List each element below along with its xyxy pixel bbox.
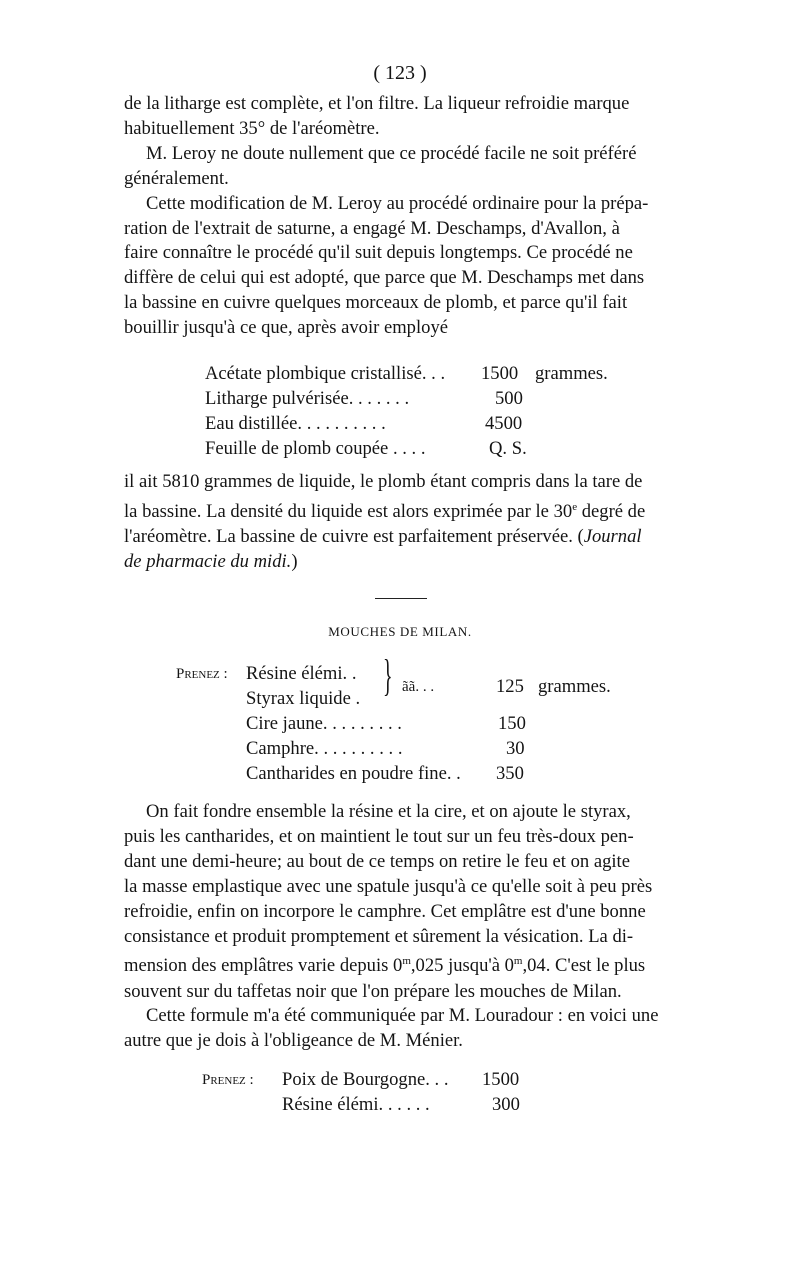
line: la bassine. La densité du liquide est alors exprimée par le 30 — [124, 501, 573, 523]
ingredient-name: Litharge pulvérisée. . . . . . . — [205, 387, 410, 409]
line: Cette formule m'a été communiquée par M. Louradour : en voici une — [146, 1005, 659, 1027]
ingredient-name: Cantharides en poudre fine. . — [246, 762, 461, 784]
line: autre que je dois à l'obligeance de M. Ménier. — [124, 1030, 463, 1052]
superscript: m — [513, 955, 523, 968]
paragraph-5 — [124, 800, 672, 1004]
line: M. Leroy ne doute nullement que ce procédé facile ne soit préféré — [146, 142, 637, 164]
line: puis les cantharides, et on maintient le tout sur un feu très-doux pen- — [124, 825, 634, 847]
ingredient-qty: 350 — [496, 762, 524, 784]
ingredient-name: Camphre. . . . . . . . . . — [246, 737, 403, 759]
ingredient-name: Eau distillée. . . . . . . . . . — [205, 412, 386, 434]
prenez-label: Prenez : — [202, 1072, 254, 1088]
line: faire connaître le procédé qu'il suit depuis longtemps. Ce procédé ne — [124, 242, 633, 264]
ana-label: ãã. . . — [402, 678, 435, 695]
line: souvent sur du taffetas noir que l'on prépare les mouches de Milan. — [124, 980, 622, 1002]
recipe-row — [205, 412, 625, 437]
line-end: ) — [291, 550, 298, 572]
line: On fait fondre ensemble la résine et la cire, et on ajoute le styrax, — [146, 801, 631, 822]
line: de la litharge est complète, et l'on filtre. La liqueur refroidie marque — [124, 93, 630, 114]
ingredient-qty: 1500 — [482, 1069, 520, 1090]
brace-symbol: } — [383, 651, 393, 700]
line: ,04. C'est le plus — [522, 955, 646, 977]
paragraph-2 — [124, 142, 672, 192]
recipe-row — [176, 762, 656, 787]
recipe-row — [176, 737, 656, 762]
ingredient-qty: 125 — [496, 675, 524, 697]
prenez-label: Prenez : — [176, 666, 228, 682]
recipe-row — [205, 387, 625, 412]
recipe-row — [205, 437, 625, 462]
line: Cette modification de M. Leroy au procédé ordinaire pour la prépa- — [146, 192, 649, 214]
line: dant une demi-heure; au bout de ce temps on retire le feu et on agite — [124, 850, 630, 872]
ingredient-qty: Q. S. — [489, 437, 527, 459]
line: habituellement 35° de l'aréomètre. — [124, 117, 380, 139]
line: consistance et produit promptement et sûrement la vésication. La di- — [124, 925, 634, 947]
ingredient-name: Résine élémi. . . . . . — [282, 1093, 430, 1115]
recipe-table-3 — [202, 1068, 582, 1118]
line: ,025 jusqu'à 0 — [410, 955, 514, 977]
paragraph-1 — [124, 92, 672, 142]
text-block-top — [124, 92, 672, 341]
superscript: e — [572, 500, 578, 513]
ingredient-qty: 150 — [498, 712, 526, 734]
ingredient-unit: grammes. — [538, 675, 611, 697]
page-number: ( 123 ) — [373, 62, 427, 84]
paragraph-3 — [124, 192, 672, 341]
journal-title-cont: de pharmacie du midi. — [124, 550, 292, 572]
line: l'aréomètre. La bassine de cuivre est parfaitement préservée. ( — [124, 526, 584, 547]
recipe-row — [176, 712, 656, 737]
recipe-table-2 — [176, 662, 656, 786]
ingredient-unit: grammes. — [535, 363, 608, 384]
line: généralement. — [124, 167, 229, 189]
line: il ait 5810 grammes de liquide, le plomb étant compris dans la tare de — [124, 471, 643, 492]
section-title: MOUCHES DE MILAN. — [328, 624, 472, 639]
paragraph-4 — [124, 470, 672, 575]
line: mension des emplâtres varie depuis 0 — [124, 955, 403, 977]
ingredient-name: Styrax liquide . — [246, 687, 361, 709]
recipe-row — [176, 675, 656, 712]
ingredient-name: Cire jaune. . . . . . . . . — [246, 712, 402, 734]
recipe-row — [202, 1093, 582, 1118]
line-end: degré de — [577, 501, 646, 523]
ingredient-qty: 30 — [506, 737, 525, 759]
ingredient-name: Poix de Bourgogne. . . — [282, 1069, 449, 1090]
ingredient-qty: 500 — [495, 387, 523, 409]
section-divider — [375, 598, 427, 599]
paragraph-6 — [124, 1004, 672, 1054]
line: bouillir jusqu'à ce que, après avoir employé — [124, 317, 448, 339]
ingredient-qty: 300 — [492, 1093, 520, 1115]
ingredient-name: Feuille de plomb coupée . . . . — [205, 437, 426, 459]
ingredient-name: Acétate plombique cristallisé. . . — [205, 363, 446, 384]
line: la masse emplastique avec une spatule jusqu'à ce qu'elle soit à peu près — [124, 875, 653, 897]
recipe-table-1 — [205, 362, 625, 462]
journal-title: Journal — [583, 526, 642, 547]
line: refroidie, enfin on incorpore le camphre. Cet emplâtre est d'une bonne — [124, 900, 646, 922]
line: ration de l'extrait de saturne, a engagé M. Deschamps, d'Avallon, à — [124, 217, 620, 239]
ingredient-qty: 4500 — [485, 412, 523, 434]
line: diffère de celui qui est adopté, que parce que M. Deschamps met dans — [124, 267, 645, 289]
superscript: m — [402, 955, 411, 968]
recipe-row — [202, 1068, 582, 1093]
recipe-row — [205, 362, 625, 387]
ingredient-name: Résine élémi. . — [246, 663, 357, 684]
ingredient-qty: 1500 — [481, 363, 519, 384]
text-block-bottom — [124, 800, 672, 1054]
line: la bassine en cuivre quelques morceaux de plomb, et parce qu'il fait — [124, 292, 628, 314]
text-block-middle — [124, 470, 672, 575]
